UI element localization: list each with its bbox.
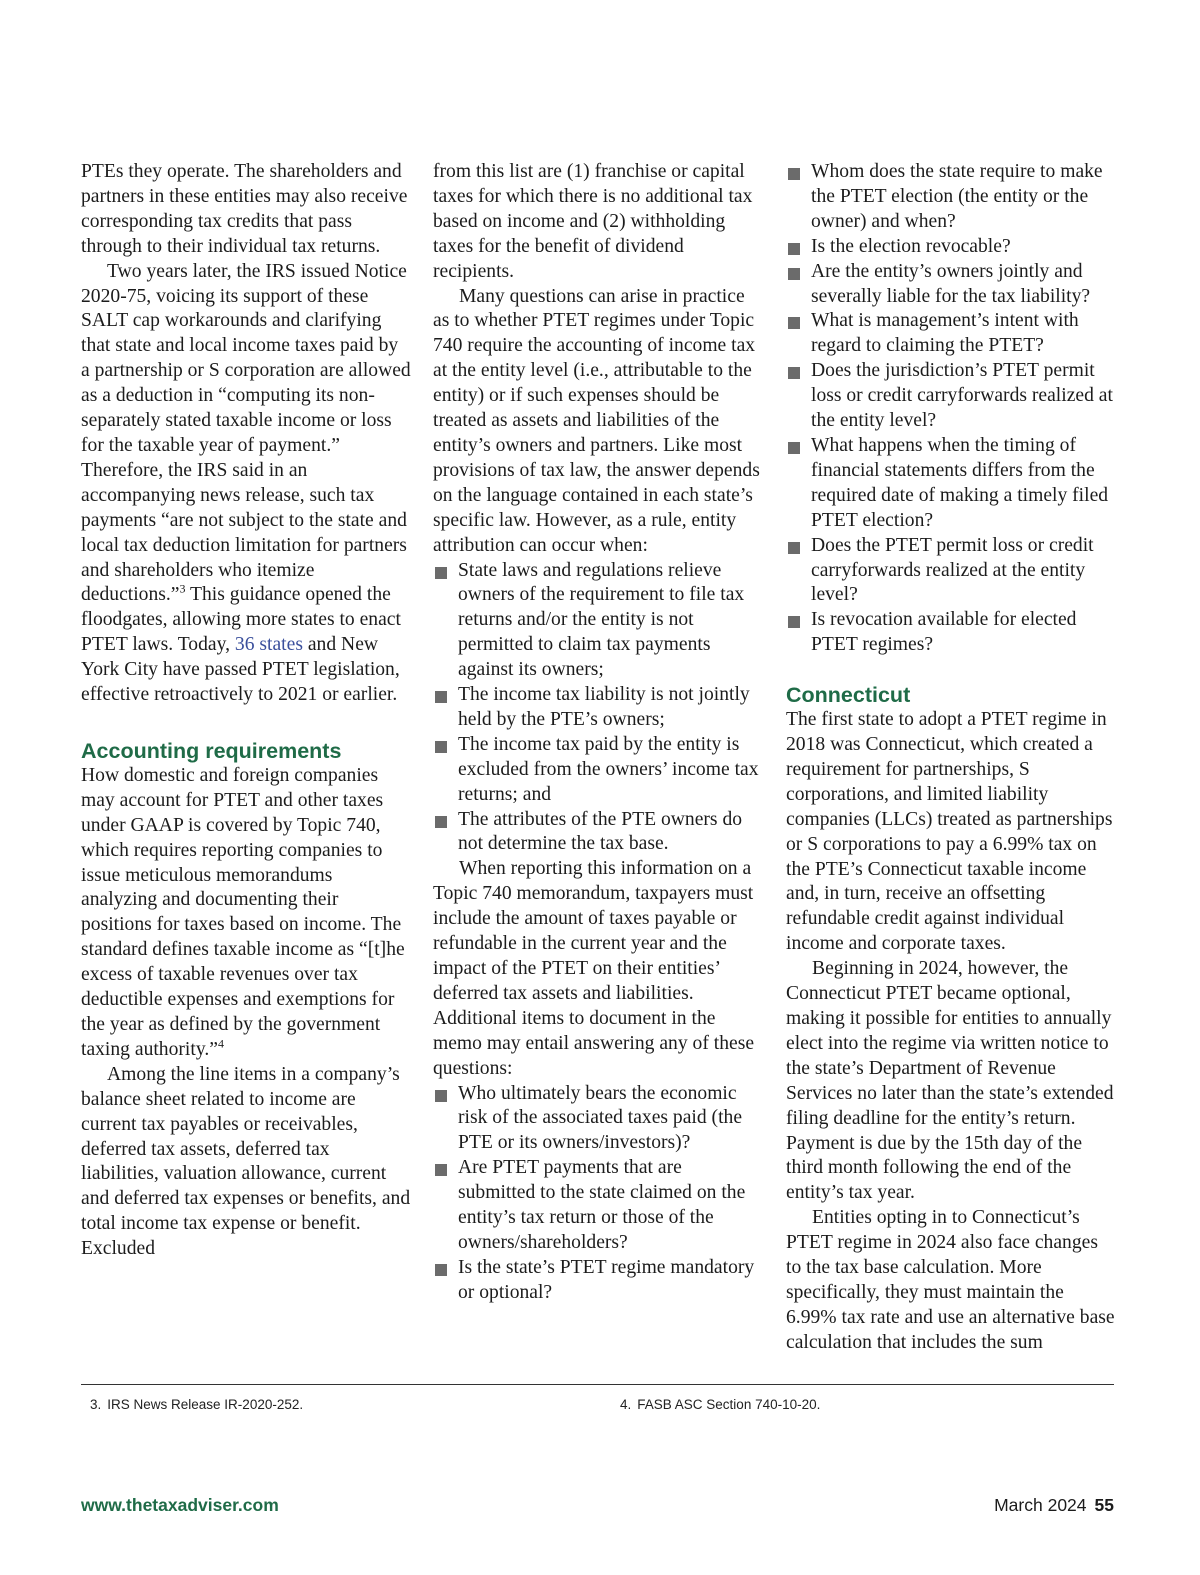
- list-item: Are PTET payments that are submitted to the state claimed on the entity’s tax return or those of the owners/shareholders?: [433, 1156, 763, 1256]
- list-item: The attributes of the PTE owners do not determine the tax base.: [433, 808, 763, 858]
- paragraph-text: Two years later, the IRS issued Notice 2020-75, voicing its support of these SALT cap workarounds and clarifying that state and local income taxes paid by a partnership or S corporation are allowed as a deduction in “computing its non-separately stated taxable income or loss for the taxable year of payment.” Therefore, the IRS said in an accompanying news release, such tax payments “are not subject to the state and local tax deduction limitation for partners and shareholders who itemize deductions.”: [81, 260, 411, 606]
- list-item: What is management’s intent with regard to claiming the PTET?: [786, 309, 1118, 359]
- footnote-number: 3.: [90, 1397, 102, 1412]
- footnote-text: FASB ASC Section 740-10-20.: [637, 1397, 821, 1412]
- paragraph-text: How domestic and foreign companies may account for PTET and other taxes under GAAP is covered by Topic 740, which requires reporting companies to issue meticulous memorandums analyzing and documenting their positions for taxes based on income. The standard defines taxable income as “[t]he excess of taxable revenues over tax deductible expenses and exemptions for the year as defined by the government taxing authority.”: [81, 764, 405, 1060]
- paragraph-text: This guidance opened the floodgates, allowing more states to enact PTET laws. Today,: [81, 584, 401, 656]
- column-1: [81, 160, 411, 1262]
- section-heading-connecticut: Connecticut: [786, 683, 911, 708]
- page-number: 55: [1094, 1495, 1114, 1515]
- section-heading-accounting-requirements: Accounting requirements: [81, 738, 342, 763]
- list-item: What happens when the timing of financial statements differs from the required date of making a timely filed PTET election?: [786, 434, 1118, 534]
- footnote-divider: [81, 1384, 1114, 1385]
- list-item: Whom does the state require to make the PTET election (the entity or the owner) and when?: [786, 160, 1118, 235]
- footnote-ref-3[interactable]: 3: [179, 581, 186, 596]
- list-item: Does the jurisdiction’s PTET permit loss or credit carryforwards realized at the entity level?: [786, 359, 1118, 434]
- paragraph: Many questions can arise in practice as to whether PTET regimes under Topic 740 require the accounting of income tax at the entity level (i.e., attributable to the entity) or if such expenses should be treated as assets and liabilities of the entity’s owners and partners. Like most provisions of tax law, the answer depends on the language contained in each state’s specific law. However, as a rule, entity attribution can occur when:: [433, 285, 760, 556]
- paragraph: Beginning in 2024, however, the Connecticut PTET became optional, making it possible for entities to annually elect into the regime via written notice to the state’s Department of Revenue Services no later than the state’s extended filing deadline for the entity’s return. Payment is due by the 15th day of the third month following the end of the entity’s tax year.: [786, 958, 1114, 1204]
- paragraph: The first state to adopt a PTET regime in 2018 was Connecticut, which created a requirement for partnerships, S corporations, and limited liability companies (LLCs) treated as partnerships or S corporations to pay a 6.99% tax on the PTE’s Connecticut taxable income and, in turn, receive an offsetting refundable credit against individual income and corporate taxes.: [786, 709, 1113, 955]
- list-item: Is the state’s PTET regime mandatory or optional?: [433, 1256, 763, 1306]
- list-item: The income tax paid by the entity is excluded from the owners’ income tax returns; and: [433, 733, 763, 808]
- link-36-states[interactable]: 36 states: [234, 634, 303, 656]
- footnote-text: IRS News Release IR-2020-252.: [107, 1397, 304, 1412]
- footnote-4: [620, 1397, 820, 1412]
- paragraph: When reporting this information on a Topic 740 memorandum, taxpayers must include the amount of taxes payable or refundable in the current year and the impact of the PTET on their entities’ deferred tax assets and liabilities. Additional items to document in the memo may entail answering any of these questions:: [433, 858, 755, 1079]
- bullet-list-questions-cont: [786, 160, 1118, 658]
- list-item: State laws and regulations relieve owners of the requirement to file tax returns and/or the entity is not permitted to claim tax payments against its owners;: [433, 559, 763, 684]
- paragraph-text: and New York City have passed PTET legislation, effective retroactively to 2021 or earlier.: [81, 634, 400, 706]
- list-item: Who ultimately bears the economic risk of the associated taxes paid (the PTE or its owners/investors)?: [433, 1082, 763, 1157]
- bullet-list-attribution: [433, 559, 763, 858]
- list-item: Is the election revocable?: [786, 235, 1118, 260]
- issue-date: March 2024: [994, 1495, 1087, 1515]
- list-item: Are the entity’s owners jointly and severally liable for the tax liability?: [786, 260, 1118, 310]
- paragraph: from this list are (1) franchise or capital taxes for which there is no additional tax based on income and (2) withholding taxes for the benefit of dividend recipients.: [433, 161, 753, 282]
- footer-website-link[interactable]: www.thetaxadviser.com: [81, 1495, 279, 1515]
- list-item: The income tax liability is not jointly held by the PTE’s owners;: [433, 683, 763, 733]
- paragraph: Among the line items in a company’s balance sheet related to income are current tax payables or receivables, deferred tax assets, deferred tax liabilities, valuation allowance, current and deferred tax expenses or benefits, and total income tax expense or benefit. Excluded: [81, 1063, 411, 1260]
- paragraph: [81, 260, 411, 708]
- paragraph: [81, 764, 411, 1063]
- footnote-ref-4[interactable]: 4: [217, 1036, 224, 1051]
- paragraph: PTEs they operate. The shareholders and partners in these entities may also receive corresponding tax credits that pass through to their individual tax returns.: [81, 161, 408, 257]
- footer-issue: [994, 1495, 1114, 1516]
- column-3: [786, 160, 1118, 1356]
- list-item: Is revocation available for elected PTET regimes?: [786, 608, 1118, 658]
- bullet-list-questions: [433, 1082, 763, 1306]
- footnote-number: 4.: [620, 1397, 632, 1412]
- paragraph: Entities opting in to Connecticut’s PTET regime in 2024 also face changes to the tax base calculation. More specifically, they must maintain the 6.99% tax rate and use an alternative base calculation that includes the sum: [786, 1207, 1115, 1353]
- footnote-3: [90, 1397, 303, 1412]
- list-item: Does the PTET permit loss or credit carryforwards realized at the entity level?: [786, 534, 1118, 609]
- column-2: [433, 160, 763, 1306]
